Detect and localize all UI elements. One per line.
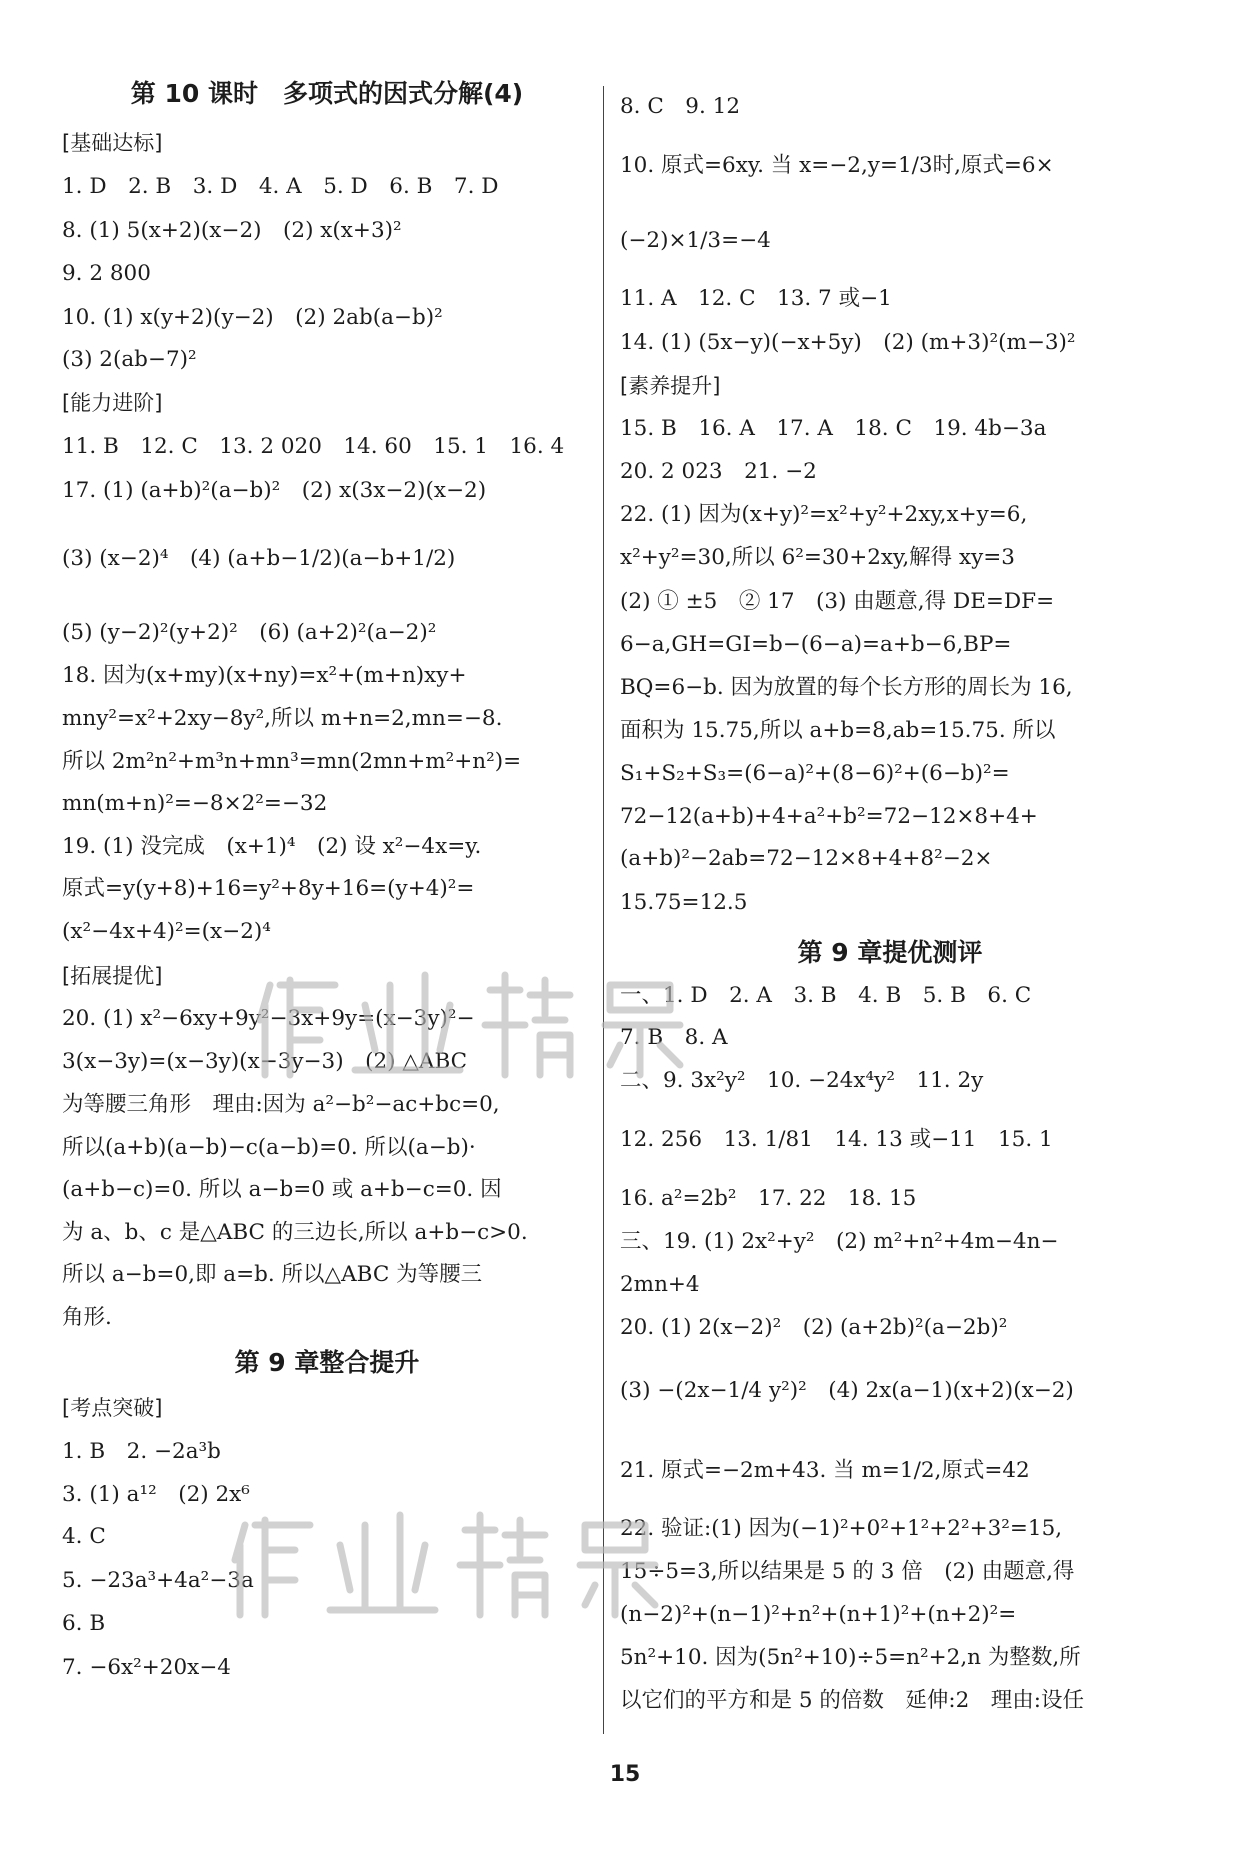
answer-line: BQ=6−b. 因为放置的每个长方形的周长为 16, <box>620 675 1073 700</box>
answer-line: 20. (1) x²−6xy+9y²−3x+9y=(x−3y)²− <box>62 1006 475 1031</box>
answer-line: 15.75=12.5 <box>620 890 748 915</box>
answer-line: (a+b)²−2ab=72−12×8+4+8²−2× <box>620 846 993 871</box>
answer-line: 20. (1) 2(x−2)² (2) (a+2b)²(a−2b)² <box>620 1315 1008 1340</box>
answer-line: (5) (y−2)²(y+2)² (6) (a+2)²(a−2)² <box>62 620 437 645</box>
answer-line: 所以 2m²n²+m³n+mn³=mn(2mn+m²+n²)= <box>62 749 522 774</box>
answer-line: 19. (1) 没完成 (x+1)⁴ (2) 设 x²−4x=y. <box>62 834 482 859</box>
answer-line: 15. B 16. A 17. A 18. C 19. 4b−3a <box>620 416 1047 441</box>
answer-line: 一、1. D 2. A 3. B 4. B 5. B 6. C <box>620 983 1032 1008</box>
answer-line: 21. 原式=−2m+43. 当 m=1/2,原式=42 <box>620 1458 1030 1483</box>
answer-line: 14. (1) (5x−y)(−x+5y) (2) (m+3)²(m−3)² <box>620 330 1076 355</box>
answer-line: 5n²+10. 因为(5n²+10)÷5=n²+2,n 为整数,所 <box>620 1645 1081 1670</box>
answer-line: 为 a、b、c 是△ABC 的三边长,所以 a+b−c>0. <box>62 1220 528 1245</box>
answer-line: x²+y²=30,所以 6²=30+2xy,解得 xy=3 <box>620 545 1015 570</box>
answer-line: 11. A 12. C 13. 7 或−1 <box>620 286 892 311</box>
answer-line: 17. (1) (a+b)²(a−b)² (2) x(3x−2)(x−2) <box>62 478 487 503</box>
answer-line: 角形. <box>62 1305 112 1330</box>
answer-line: 原式=y(y+8)+16=y²+8y+16=(y+4)²= <box>62 876 475 901</box>
answer-line: (2) ① ±5 ② 17 (3) 由题意,得 DE=DF= <box>620 589 1055 614</box>
answer-line: 二、9. 3x²y² 10. −24x⁴y² 11. 2y <box>620 1068 984 1093</box>
chapter-title: 第 9 章提优测评 <box>797 938 983 967</box>
answer-line: mn(m+n)²=−8×2²=−32 <box>62 791 328 816</box>
section-label: [能力进阶] <box>62 391 163 415</box>
answer-line: 22. 验证:(1) 因为(−1)²+0²+1²+2²+3²=15, <box>620 1516 1063 1541</box>
answer-line: 以它们的平方和是 5 的倍数 延伸:2 理由:设任 <box>620 1688 1085 1713</box>
answer-line: 3. (1) a¹² (2) 2x⁶ <box>62 1482 250 1507</box>
answer-line: 5. −23a³+4a²−3a <box>62 1568 254 1593</box>
page-number: 15 <box>609 1762 641 1787</box>
answer-line: S₁+S₂+S₃=(6−a)²+(8−6)²+(6−b)²= <box>620 761 1010 786</box>
answer-line: 15÷5=3,所以结果是 5 的 3 倍 (2) 由题意,得 <box>620 1559 1075 1584</box>
answer-line: (a+b−c)=0. 所以 a−b=0 或 a+b−c=0. 因 <box>62 1177 502 1202</box>
answer-line: 3(x−3y)=(x−3y)(x−3y−3) (2) △ABC <box>62 1049 468 1074</box>
answer-line: 10. (1) x(y+2)(y−2) (2) 2ab(a−b)² <box>62 305 443 330</box>
answer-line: (3) −(2x−1/4 y²)² (4) 2x(a−1)(x+2)(x−2) <box>620 1378 1074 1403</box>
column-divider <box>603 86 604 1734</box>
answer-line: 20. 2 023 21. −2 <box>620 459 817 484</box>
section-label: [考点突破] <box>62 1396 163 1420</box>
answer-line: 三、19. (1) 2x²+y² (2) m²+n²+4m−4n− <box>620 1229 1059 1254</box>
answer-line: 22. (1) 因为(x+y)²=x²+y²+2xy,x+y=6, <box>620 502 1028 527</box>
answer-line: (n−2)²+(n−1)²+n²+(n+1)²+(n+2)²= <box>620 1602 1017 1627</box>
answer-line: 2mn+4 <box>620 1272 700 1297</box>
answer-line: 面积为 15.75,所以 a+b=8,ab=15.75. 所以 <box>620 718 1056 743</box>
section-label: [拓展提优] <box>62 964 163 988</box>
answer-line: 11. B 12. C 13. 2 020 14. 60 15. 1 16. 4 <box>62 434 565 459</box>
answer-line: 所以(a+b)(a−b)−c(a−b)=0. 所以(a−b)· <box>62 1135 476 1160</box>
section-label: [素养提升] <box>620 374 721 398</box>
answer-line: 18. 因为(x+my)(x+ny)=x²+(m+n)xy+ <box>62 663 467 688</box>
answer-line: 12. 256 13. 1/81 14. 13 或−11 15. 1 <box>620 1127 1053 1152</box>
answer-line: 16. a²=2b² 17. 22 18. 15 <box>620 1186 917 1211</box>
answer-line: 6. B <box>62 1611 106 1636</box>
answer-line: (3) 2(ab−7)² <box>62 347 197 372</box>
answer-line: 1. B 2. −2a³b <box>62 1439 221 1464</box>
answer-line: 9. 2 800 <box>62 261 151 286</box>
answer-line: 7. −6x²+20x−4 <box>62 1655 231 1680</box>
answer-line: 7. B 8. A <box>620 1025 728 1050</box>
answer-line: (−2)×1/3=−4 <box>620 228 771 253</box>
chapter-title: 第 10 课时 多项式的因式分解(4) <box>130 79 524 108</box>
chapter-title: 第 9 章整合提升 <box>234 1348 420 1377</box>
section-label: [基础达标] <box>62 131 163 155</box>
answer-line: 1. D 2. B 3. D 4. A 5. D 6. B 7. D <box>62 174 499 199</box>
answer-line: 6−a,GH=GI=b−(6−a)=a+b−6,BP= <box>620 632 1012 657</box>
answer-line: 10. 原式=6xy. 当 x=−2,y=1/3时,原式=6× <box>620 153 1054 178</box>
answer-line: 8. C 9. 12 <box>620 94 741 119</box>
answer-line: 为等腰三角形 理由:因为 a²−b²−ac+bc=0, <box>62 1092 500 1117</box>
answer-line: 所以 a−b=0,即 a=b. 所以△ABC 为等腰三 <box>62 1262 483 1287</box>
answer-line: 72−12(a+b)+4+a²+b²=72−12×8+4+ <box>620 804 1038 829</box>
answer-line: (x²−4x+4)²=(x−2)⁴ <box>62 919 271 944</box>
answer-line: (3) (x−2)⁴ (4) (a+b−1/2)(a−b+1/2) <box>62 546 456 571</box>
answer-line: 8. (1) 5(x+2)(x−2) (2) x(x+3)² <box>62 218 402 243</box>
answer-line: 4. C <box>62 1524 106 1549</box>
answer-line: mny²=x²+2xy−8y²,所以 m+n=2,mn=−8. <box>62 706 503 731</box>
